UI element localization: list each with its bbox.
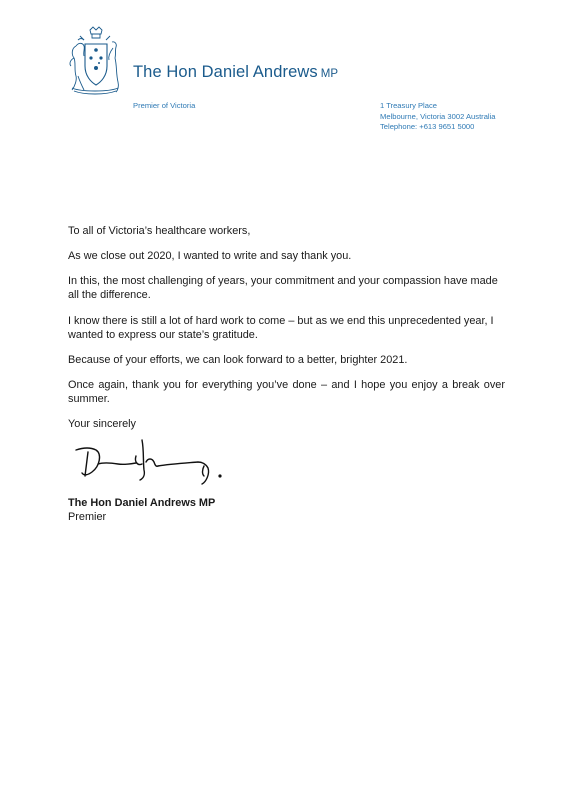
- letterhead-role: Premier of Victoria: [133, 101, 196, 110]
- paragraph: Because of your efforts, we can look forward to a better, brighter 2021.: [68, 353, 408, 366]
- letterhead-name-suffix: MP: [320, 68, 339, 80]
- coat-of-arms-icon: [66, 26, 124, 96]
- address-line: 1 Treasury Place: [380, 101, 437, 110]
- address-phone: Telephone: +613 9651 5000: [380, 122, 475, 132]
- signatory-title: Premier: [68, 511, 107, 523]
- letterhead-name-text: The Hon Daniel Andrews: [133, 63, 318, 81]
- paragraph: I know there is still a lot of hard work to come – but as we end this unprecedented year, I wanted to express our state’s gratitude.: [68, 314, 494, 341]
- salutation: To all of Victoria’s healthcare workers,: [68, 225, 251, 237]
- paragraph: As we close out 2020, I wanted to write and say thank you.: [68, 250, 352, 263]
- letterhead-address: [380, 101, 496, 133]
- signatory-name: The Hon Daniel Andrews MP: [68, 497, 216, 509]
- address-line: Melbourne, Victoria 3002 Australia: [380, 111, 496, 121]
- paragraph: Once again, thank you for everything you’ve done – and I hope you enjoy a break over summer.: [68, 379, 505, 406]
- paragraph: In this, the most challenging of years, your commitment and your compassion have made all the difference.: [68, 275, 498, 302]
- closing: Your sincerely: [68, 418, 137, 431]
- handwritten-signature: [74, 436, 224, 486]
- letterhead-name: [133, 63, 338, 82]
- letter-body: [68, 224, 505, 443]
